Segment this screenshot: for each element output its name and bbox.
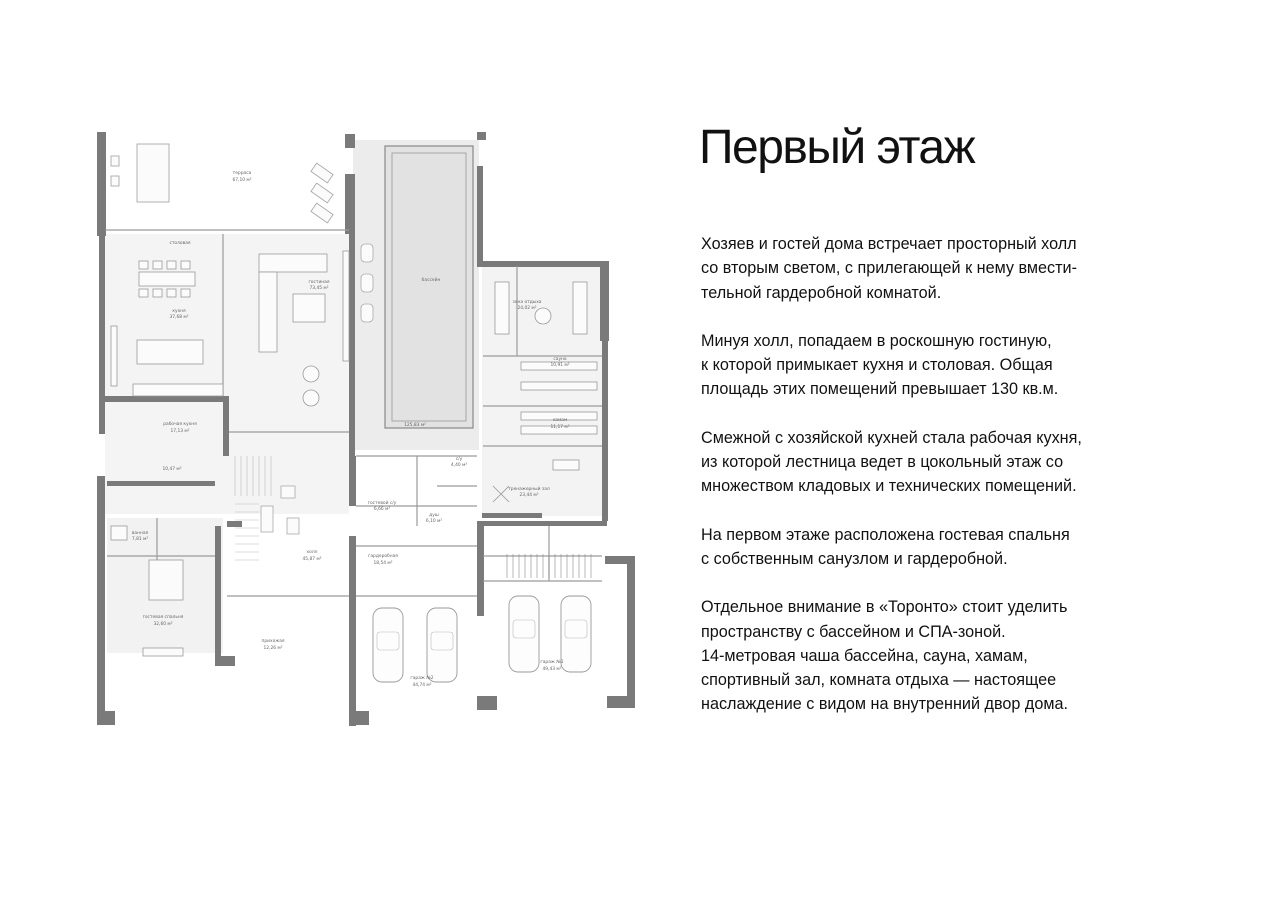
paragraph-line: со вторым светом, с прилегающей к нему вмести- <box>701 259 1077 278</box>
room-label-guest-bedroom: гостевая спальня <box>142 615 184 620</box>
room-area-work-kitchen: 17,13 м² <box>170 429 190 434</box>
room-label-work-kitchen: рабочая кухня <box>163 422 197 427</box>
room-area-gym: 23,44 м² <box>519 493 539 498</box>
room-label-living: гостиная <box>308 280 330 285</box>
room-area-guest-wc: 6,66 м² <box>373 507 391 512</box>
room-label-shower: душ <box>429 513 439 518</box>
paragraph-line: Хозяев и гостей дома встречает просторный холл <box>701 235 1077 253</box>
room-area-garage-2: 44,74 м² <box>412 683 432 688</box>
room-label-guest-wc: гостевой с/у <box>367 501 397 506</box>
paragraph-pool-spa <box>701 595 1261 716</box>
paragraph-line: к которой примыкает кухня и столовая. Общая <box>701 356 1053 375</box>
room-label-bathroom: ванная <box>131 531 149 536</box>
room-area-living: 73,45 м² <box>309 286 329 291</box>
room-label-wardrobe: гардеробная <box>368 554 398 559</box>
room-area-terrace: 67,10 м² <box>232 178 252 183</box>
paragraph-line: Минуя холл, попадаем в роскошную гостиную, <box>701 331 1052 350</box>
room-area-entry: 12,26 м² <box>263 646 283 651</box>
paragraph-guest-bedroom <box>701 523 1261 572</box>
paragraph-line: На первом этаже расположена гостевая спальня <box>701 525 1070 544</box>
paragraph-line: тельной гардеробной комнатой. <box>701 283 942 302</box>
room-label-kitchen: кухня <box>172 309 186 314</box>
room-area-garage-1: 49,43 м² <box>542 667 562 672</box>
room-label-gym: тренажерный зал <box>508 487 550 492</box>
description-column <box>701 232 1261 741</box>
paragraph-line: с собственным санузлом и гардеробной. <box>701 549 1008 568</box>
room-label-terrace: терраса <box>232 171 252 176</box>
room-area-hall: 45,87 м² <box>302 557 322 562</box>
room-area-pool: 125,83 м² <box>404 423 426 428</box>
paragraph-hall <box>701 232 1261 305</box>
room-area-sauna: 10,91 м² <box>550 363 570 368</box>
room-label-dining: столовая <box>169 241 191 246</box>
room-label-entry: прихожая <box>261 639 285 644</box>
paragraph-line: из которой лестница ведет в цокольный этаж со <box>701 453 1064 472</box>
paragraph-living-room <box>701 329 1261 402</box>
room-area-kitchen: 37,68 м² <box>169 315 189 320</box>
paragraph-line: наслаждение с видом на внутренний двор дома. <box>701 695 1068 714</box>
room-label-wc: с/у <box>455 457 463 462</box>
paragraph-line: спортивный зал, комната отдыха — настоящее <box>701 671 1057 690</box>
room-area-shower: 6,10 м² <box>425 519 443 524</box>
paragraph-line: Отдельное внимание в «Торонто» стоит уделить <box>701 598 1068 617</box>
page-title: Первый этаж <box>699 121 975 174</box>
paragraph-line: Смежной с хозяйской кухней стала рабочая кухня, <box>701 428 1082 447</box>
floor-plan-drawing <box>97 126 640 732</box>
floor-plan <box>97 126 640 732</box>
room-label-garage-1: гараж №1 <box>540 660 564 665</box>
room-label-lounge: зона отдыха <box>512 300 542 305</box>
paragraph-line: площадь этих помещений превышает 130 кв.м. <box>701 380 1059 399</box>
room-area-lounge: 24,02 м² <box>517 306 537 311</box>
room-area-guest-bedroom: 32,60 м² <box>153 622 173 627</box>
paragraph-line: 14-метровая чаша бассейна, сауна, хамам, <box>701 646 1028 665</box>
room-area-corridor: 10,47 м² <box>162 467 182 472</box>
paragraph-line: пространству с бассейном и СПА-зоной. <box>701 622 1006 641</box>
room-area-wardrobe: 18,54 м² <box>373 561 393 566</box>
room-area-bathroom: 7,81 м² <box>131 537 149 542</box>
room-label-garage-2: гараж №2 <box>410 676 434 681</box>
room-area-wc: 4,40 м² <box>450 463 468 468</box>
paragraph-work-kitchen <box>701 426 1261 499</box>
paragraph-line: множеством кладовых и технических помещений. <box>701 477 1077 496</box>
room-label-hammam: хамам <box>552 418 568 423</box>
room-area-hammam: 11,17 м² <box>550 425 570 430</box>
room-label-sauna: сауна <box>553 357 567 362</box>
room-label-hall: холл <box>306 550 318 555</box>
room-label-pool: бассейн <box>421 278 441 283</box>
